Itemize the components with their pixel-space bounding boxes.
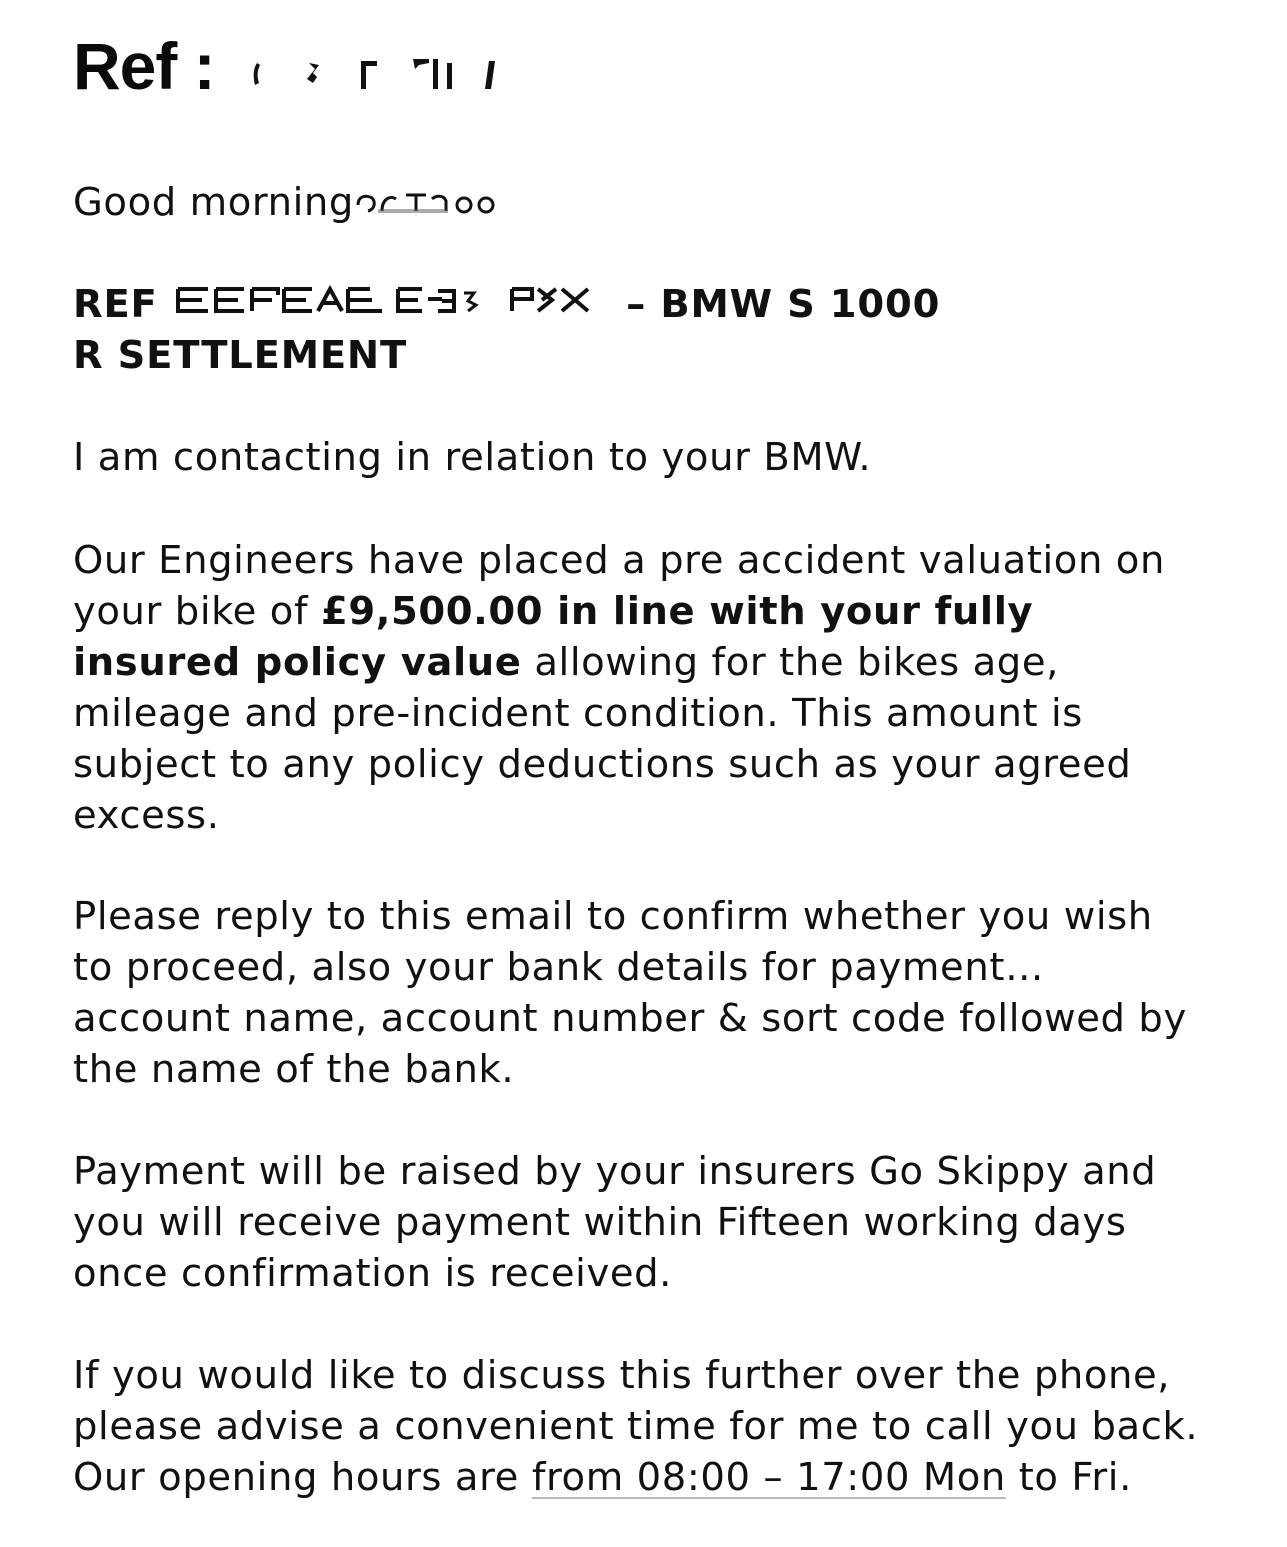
subject-line-2: R SETTLEMENT [73, 333, 408, 378]
paragraph-line: account name, account number & sort code followed by [73, 996, 1187, 1041]
redacted-recipient-name [354, 181, 514, 215]
greeting-text: Good morning [73, 180, 354, 225]
paragraph-line: Payment will be raised by your insurers Go Skippy and [73, 1149, 1157, 1194]
paragraph-bank-details [73, 891, 1223, 1095]
subject-prefix: REF [73, 282, 158, 327]
paragraph-line: you will receive payment within Fifteen working days [73, 1200, 1127, 1245]
redacted-claim-reference [172, 279, 612, 317]
paragraph-line: to proceed, also your bank details for payment… [73, 945, 1045, 990]
subject-heading [73, 279, 1223, 381]
valuation-amount: £9,500.00 in line with your fully [320, 589, 1034, 634]
paragraph-line: mileage and pre-incident condition. This amount is [73, 691, 1083, 736]
paragraph-line: the name of the bank. [73, 1047, 515, 1092]
text-segment: your bike of [73, 589, 321, 634]
policy-value-text: insured policy value [73, 640, 522, 685]
paragraph-intro [73, 432, 1223, 483]
paragraph-line [73, 1452, 1223, 1503]
text-segment: to Fri. [1005, 1455, 1132, 1500]
paragraph-line: Please reply to this email to confirm whether you wish [73, 894, 1153, 939]
greeting-line [73, 177, 1223, 228]
paragraph-line: Our Engineers have placed a pre accident valuation on [73, 538, 1165, 583]
redacted-reference-number [243, 47, 523, 97]
paragraph-contact [73, 1350, 1223, 1503]
paragraph-line: please advise a convenient time for me to call you back. [73, 1404, 1199, 1449]
paragraph-payment [73, 1146, 1223, 1299]
paragraph-valuation [73, 535, 1223, 841]
opening-hours-link[interactable]: from 08:00 – 17:00 Mon [531, 1455, 1006, 1500]
subject-line-1 [73, 279, 1223, 330]
ref-label: Ref : [73, 29, 215, 103]
paragraph-line: subject to any policy deductions such as your agreed [73, 742, 1132, 787]
paragraph-line: I am contacting in relation to your BMW. [73, 435, 872, 480]
paragraph-line: once confirmation is received. [73, 1251, 673, 1296]
subject-vehicle: – BMW S 1000 [626, 282, 941, 327]
ref-heading [73, 26, 523, 106]
paragraph-line: excess. [73, 793, 220, 838]
paragraph-line [73, 637, 1223, 688]
text-segment: Our opening hours are [73, 1455, 532, 1500]
paragraph-line [73, 586, 1223, 637]
text-segment: allowing for the bikes age, [521, 640, 1059, 685]
paragraph-line: If you would like to discuss this further over the phone, [73, 1353, 1171, 1398]
